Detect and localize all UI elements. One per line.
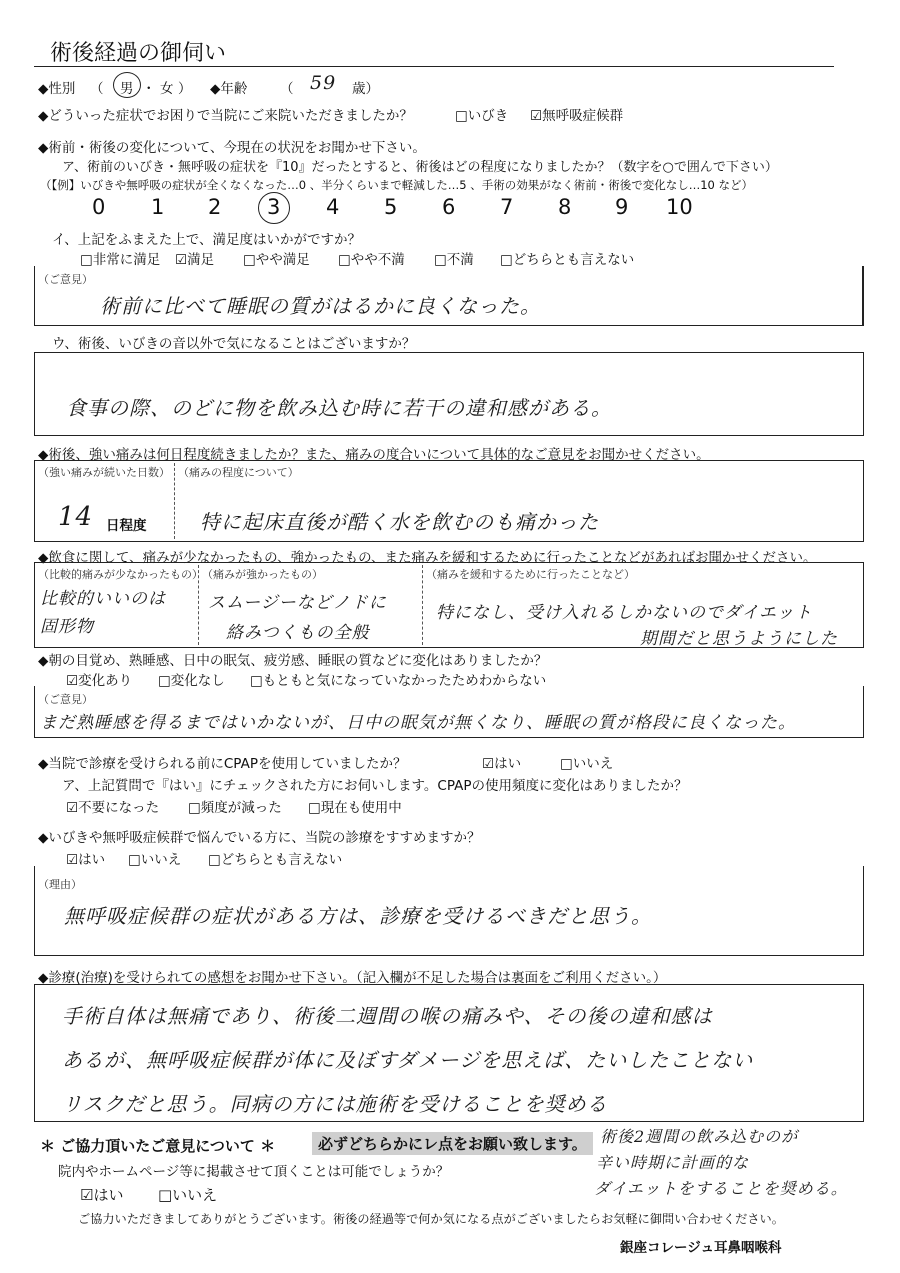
q6-less-label: （比較的痛みが少なかったもの） [38, 568, 203, 581]
q9-option-no[interactable]: □いいえ [128, 852, 182, 868]
publish-option-yes[interactable]: ☑はい [80, 1186, 124, 1204]
q6-relief-label: （痛みを緩和するために行ったことなど） [426, 568, 635, 581]
publish-option-no[interactable]: □いいえ [158, 1186, 218, 1204]
title-underline [34, 66, 834, 67]
q6-less-line-1[interactable]: 比較的いいのは [40, 589, 166, 609]
q6-strong-line-1[interactable]: スムージーなどノドに [208, 593, 387, 613]
q6-strong-line-2[interactable]: 絡みつくもの全般 [226, 623, 370, 643]
q7-option-no-change[interactable]: □変化なし [158, 673, 225, 689]
scale-2[interactable]: 2 [208, 195, 222, 219]
sex-label: ◆性別 [38, 81, 76, 97]
q10-side-note-1[interactable]: 術後2週間の飲み込むのが [600, 1127, 799, 1146]
q10-line-1[interactable]: 手術自体は無痛であり、術後二週間の喉の痛みや、その後の違和感は [62, 1004, 713, 1028]
q5-days-unit: 日程度 [106, 518, 147, 534]
q7-opinion-label: （ご意見） [38, 693, 93, 706]
must-check-notice: 必ずどちらかにレ点をお願い致します。 [312, 1132, 593, 1155]
q2-text: ◆術前・術後の変化について、今現在の状況をお聞かせ下さい。 [38, 140, 426, 156]
consent-heading: ＊ ご協力頂いたご意見について ＊ [40, 1137, 276, 1155]
q5-days-label: （強い痛みが続いた日数） [38, 466, 170, 479]
q8-option-no[interactable]: □いいえ [560, 756, 614, 772]
q10-text: ◆診療(治療)を受けられての感想をお聞かせ下さい。（記入欄が不足した場合は裏面をご利用ください。） [38, 970, 667, 986]
sex-open: （ [90, 81, 104, 97]
q3-option-satisfied[interactable]: ☑満足 [175, 252, 215, 268]
q3-option-neither[interactable]: □どちらとも言えない [500, 252, 635, 268]
selected-scale-circle [258, 192, 290, 224]
q9-reason-label: （理由） [38, 878, 82, 891]
thanks-text: ご協力いただきましてありがとうございます。術後の経過等で何か気になる点がございましたらお気軽に御問い合わせください。 [78, 1212, 784, 1226]
q8-a-option-still-using[interactable]: □現在も使用中 [308, 800, 402, 816]
q5-degree-label: （痛みの程度について） [178, 466, 299, 479]
q4-text: ウ、術後、いびきの音以外で気になることはございますか？ [52, 336, 416, 352]
q2-example: （【例】いびきや無呼吸の症状が全くなくなった…0 、半分くらいまで軽減した…5 、手術の効果がなく術前・術後で変化なし…10 など） [40, 178, 753, 192]
q3-text: イ、上記をふまえた上で、満足度はいかがですか？ [52, 232, 362, 248]
male-circle [113, 72, 141, 98]
q10-side-note-3[interactable]: ダイエットをすることを奨める。 [594, 1179, 848, 1198]
q5-degree-text[interactable]: 特に起床直後が酷く水を飲むのも痛かった [200, 510, 599, 534]
q9-option-neither[interactable]: □どちらとも言えない [208, 852, 343, 868]
q8-text: ◆当院で診療を受けられる前にCPAPを使用していましたか？ [38, 756, 407, 772]
q9-text: ◆いびきや無呼吸症候群で悩んでいる方に、当院の診療をすすめますか？ [38, 830, 481, 846]
q8-a-option-reduced[interactable]: □頻度が減った [188, 800, 282, 816]
scale-3[interactable]: 3 [267, 195, 281, 219]
sex-female[interactable]: 女 [160, 81, 174, 97]
q10-side-note-2[interactable]: 辛い時期に計画的な [596, 1153, 750, 1172]
age-value[interactable]: 59 [310, 72, 337, 94]
q7-option-unknown[interactable]: □もともと気になっていなかったためわからない [250, 673, 547, 689]
scale-1[interactable]: 1 [151, 195, 165, 219]
q8-a-option-not-needed[interactable]: ☑不要になった [66, 800, 160, 816]
q4-answer-text[interactable]: 食事の際、のどに物を飲み込む時に若干の違和感がある。 [66, 396, 612, 420]
q6-less-line-2[interactable]: 固形物 [40, 617, 94, 637]
sex-male[interactable]: 男 [120, 81, 134, 97]
q6-text: ◆飲食に関して、痛みが少なかったもの、強かったもの、また痛みを緩和するために行ったことなどがあればお聞かせください。 [38, 550, 817, 566]
scale-4[interactable]: 4 [326, 195, 340, 219]
q6-relief-line-2[interactable]: 期間だと思うようにした [640, 629, 838, 649]
q10-line-3[interactable]: リスクだと思う。同病の方には施術を受けることを奨める [62, 1092, 608, 1116]
q3-option-somewhat-dissatisfied[interactable]: □やや不満 [338, 252, 405, 268]
q3-opinion-label: （ご意見） [38, 273, 93, 286]
scale-9[interactable]: 9 [615, 195, 629, 219]
scale-10[interactable]: 10 [666, 195, 693, 219]
age-close: 歳） [352, 81, 379, 97]
scale-5[interactable]: 5 [384, 195, 398, 219]
sex-dot: ・ [142, 81, 156, 97]
publish-question: 院内やホームページ等に掲載させて頂くことは可能でしょうか？ [58, 1164, 450, 1180]
q9-option-yes[interactable]: ☑はい [66, 852, 106, 868]
q7-option-changed[interactable]: ☑変化あり [66, 673, 133, 689]
age-open: （ [280, 81, 294, 97]
q5-divider [174, 463, 175, 539]
clinic-name: 銀座コレージュ耳鼻咽喉科 [620, 1240, 782, 1256]
scale-7[interactable]: 7 [500, 195, 514, 219]
q9-reason-text[interactable]: 無呼吸症候群の症状がある方は、診療を受けるべきだと思う。 [64, 904, 652, 928]
q3-option-dissatisfied[interactable]: □不満 [434, 252, 474, 268]
q6-relief-line-1[interactable]: 特になし、受け入れるしかないのでダイエット [436, 603, 813, 623]
sex-close: ） [178, 81, 192, 97]
q1-text: ◆どういった症状でお困りで当院にご来院いただきましたか？ [38, 108, 413, 124]
q1-option-snoring[interactable]: □いびき [455, 108, 509, 124]
q8-a-text: ア、上記質問で『はい』にチェックされた方にお伺いします。CPAPの使用頻度に変化はありましたか？ [62, 778, 688, 794]
q3-option-very-satisfied[interactable]: □非常に満足 [80, 252, 161, 268]
scale-0[interactable]: 0 [92, 195, 106, 219]
q1-option-apnea[interactable]: ☑無呼吸症候群 [530, 108, 624, 124]
q3-opinion-text[interactable]: 術前に比べて睡眠の質がはるかに良くなった。 [100, 294, 541, 318]
q6-divider-2 [422, 565, 423, 645]
q6-strong-label: （痛みが強かったもの） [202, 568, 323, 581]
q5-text: ◆術後、強い痛みは何日程度続きましたか？また、痛みの度合いについて具体的なご意見をお聞かせください。 [38, 447, 710, 463]
q8-option-yes[interactable]: ☑はい [482, 756, 522, 772]
age-label: ◆年齢 [210, 81, 248, 97]
q5-days-value[interactable]: 14 [58, 502, 94, 532]
page-title: 術後経過の御伺い [50, 41, 227, 66]
q7-opinion-text[interactable]: まだ熟睡感を得るまではいかないが、日中の眠気が無くなり、睡眠の質が格段に良くなった。 [40, 713, 796, 733]
scale-8[interactable]: 8 [558, 195, 572, 219]
scale-6[interactable]: 6 [442, 195, 456, 219]
q2-a-text: ア、術前のいびき・無呼吸の症状を『10』だったとすると、術後はどの程度になりましたか？（数字を○で囲んで下さい） [62, 160, 778, 175]
q10-line-2[interactable]: あるが、無呼吸症候群が体に及ぼすダメージを思えば、たいしたことない [62, 1048, 754, 1072]
q3-option-somewhat-satisfied[interactable]: □やや満足 [243, 252, 310, 268]
q2-scale [92, 195, 712, 221]
q7-text: ◆朝の目覚め、熟睡感、日中の眠気、疲労感、睡眠の質などに変化はありましたか？ [38, 653, 548, 669]
